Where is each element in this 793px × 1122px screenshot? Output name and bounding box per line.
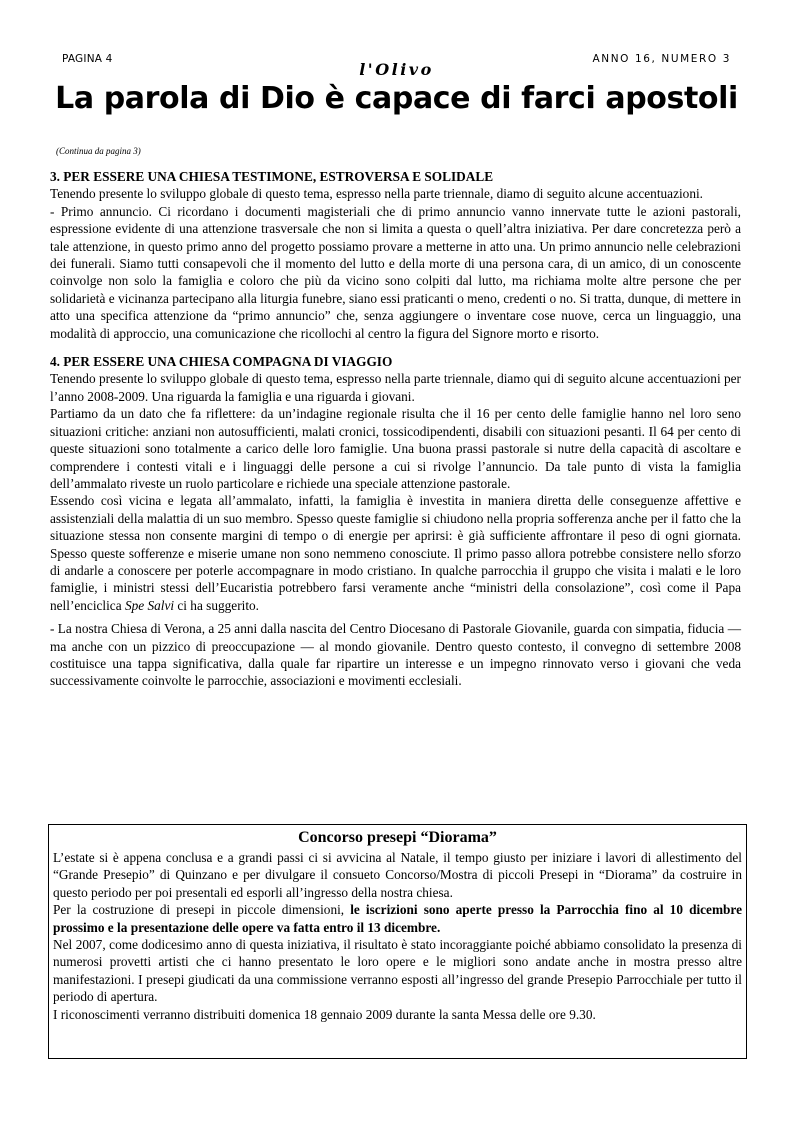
contest-paragraph [53,901,742,936]
paragraph: Tenendo presente lo sviluppo globale di questo tema, espresso nella parte triennale, diamo qui di seguito alcune accentuazioni per l’anno 2008-2009. Una riguarda la famiglia e una riguarda i giovani. [50,371,741,404]
paragraph-text: Essendo così vicina e legata all’ammalato, infatti, la famiglia è investita in maniera diretta delle conseguenze affettive e assistenziali della malattia di un suo membro. Spesso queste famiglie si chiudono nella propria sofferenza anche per il fatto che la situazione stessa non consente margini di tempo o di energie per aprirsi: è già sufficiente affrontare il peso di ogni giornata. Spesso queste sofferenze e miserie umane non sono nemmeno conosciute. Il primo passo allora potrebbe consistere nello sforzo di andarle a conoscere per poterle accompagnare in modo cristiano. In qualche parrocchia il gruppo che visita i malati e le loro famiglie, i ministri stessi dell’Eucaristia potrebbero farsi veramente anche “ministri della consolazione”, così come il Papa nell’enciclica [50,493,741,613]
spacer [50,342,741,353]
page-number: PAGINA 4 [62,53,113,65]
paragraph: - Primo annuncio. Ci ricordano i documenti magisteriali che di primo annuncio vanno innervate tutte le azioni pastorali, espressione evidente di una attenzione trasversale che non si limita a questa o quell’altra iniziativa. Per dare concretezza però a tale attenzione, in questo primo anno del progetto possiamo provare a metterne in atto una. Un primo annuncio nelle celebrazioni dei funerali. Siamo tutti consapevoli che il momento del lutto e della morte di una persona cara, di un amico, di un conoscente coinvolge non solo la famiglia e coloro che più da vicino sono colpiti dal lutto, ma richiama molte altre persone che per solidarietà e vicinanza partecipano alla liturgia funebre, siano essi praticanti o meno, credenti o no. Si tratta, dunque, di mettere in atto una specifica attenzione da “primo annuncio” che, senza aggiungere o inventare cose nuove, cerca un linguaggio, una modalità di approccio, una comunicazione che ricollochi al centro la figura del Signore morto e risorto. [50,203,741,341]
section-heading-3: 3. PER ESSERE UNA CHIESA TESTIMONE, ESTROVERSA E SOLIDALE [50,169,494,184]
section-heading-4: 4. PER ESSERE UNA CHIESA COMPAGNA DI VIAGGIO [50,354,393,370]
masthead: l'Olivo [359,60,434,79]
paragraph: - La nostra Chiesa di Verona, a 25 anni dalla nascita del Centro Diocesano di Pastorale Giovanile, guarda con simpatia, fiducia — ma anche con un pizzico di preoccupazione — al mondo giovanile. Dentro questo contesto, il convegno di settembre 2008 costituisce una tappa significativa, dalla quale far ripartire un interesse e un impegno rinnovato verso i giovani che veda successivamente coinvolte le parrocchie, associazioni e movimenti ecclesiali. [50,621,741,689]
paragraph-text: ci ha suggerito. [174,597,259,613]
paragraph [50,492,741,614]
encyclical-title: Spe Salvi [124,597,175,613]
issue-info: ANNO 16, NUMERO 3 [592,53,731,65]
contest-paragraph: Nel 2007, come dodicesimo anno di questa iniziativa, il risultato è stato incoraggiante poiché abbiamo consolidato la presenza di numerosi provetti artisti che ci hanno presentato le loro opere e le migliori sono andate anche in mostra presso altre manifestazioni. I presepi giudicati da una commissione verranno esposti all’ingresso del grande Presepio Parrocchiale per tutto il periodo di apertura. [53,937,742,1005]
article-body [50,168,741,690]
contest-text: Per la costruzione di presepi in piccole dimensioni, [53,902,351,918]
paragraph: Partiamo da un dato che fa riflettere: da un’indagine regionale risulta che il 16 per cento delle famiglie hanno nel loro seno situazioni critiche: anziani non autosufficienti, malati cronici, tossicodipendenti, disabili con situazioni pesanti. Il 64 per cento di queste situazioni sono totalmente a carico delle loro famiglie. Una buona prassi pastorale si nutre della capacità di ascoltare e comprendere i contesti vitali e i linguaggi delle persone a cui si rivolge l’annuncio. Da tale punto di vista la famiglia dell’ammalato riveste un ruolo particolare e richiede una speciale attenzione pastorale. [50,406,741,491]
contest-title: Concorso presepi “Diorama” [298,829,497,846]
article-title: La parola di Dio è capace di farci apostoli [55,81,738,116]
contest-paragraph: L’estate si è appena conclusa e a grandi passi ci si avvicina al Natale, il tempo giusto per iniziare i lavori di allestimento del “Grande Presepio” di Quinzano e per divulgare il consueto Concorso/Mostra di piccoli Presepi in “Diorama” da costruire in questo periodo per poi presentali ed esporli all’ingresso della nostra chiesa. [53,850,742,900]
continued-from-note: (Continua da pagina 3) [56,146,141,156]
contest-deadline: le iscrizioni sono aperte presso la Parrocchia fino al 10 dicembre prossimo e la presentazione delle opere va fatta entro il 13 dicembre. [53,902,742,935]
contest-box [48,824,747,1059]
contest-paragraph: I riconoscimenti verranno distribuiti domenica 18 gennaio 2009 durante la santa Messa delle ore 9.30. [53,1006,596,1022]
paragraph: Tenendo presente lo sviluppo globale di questo tema, espresso nella parte triennale, diamo di seguito alcune accentuazioni. [50,186,703,202]
